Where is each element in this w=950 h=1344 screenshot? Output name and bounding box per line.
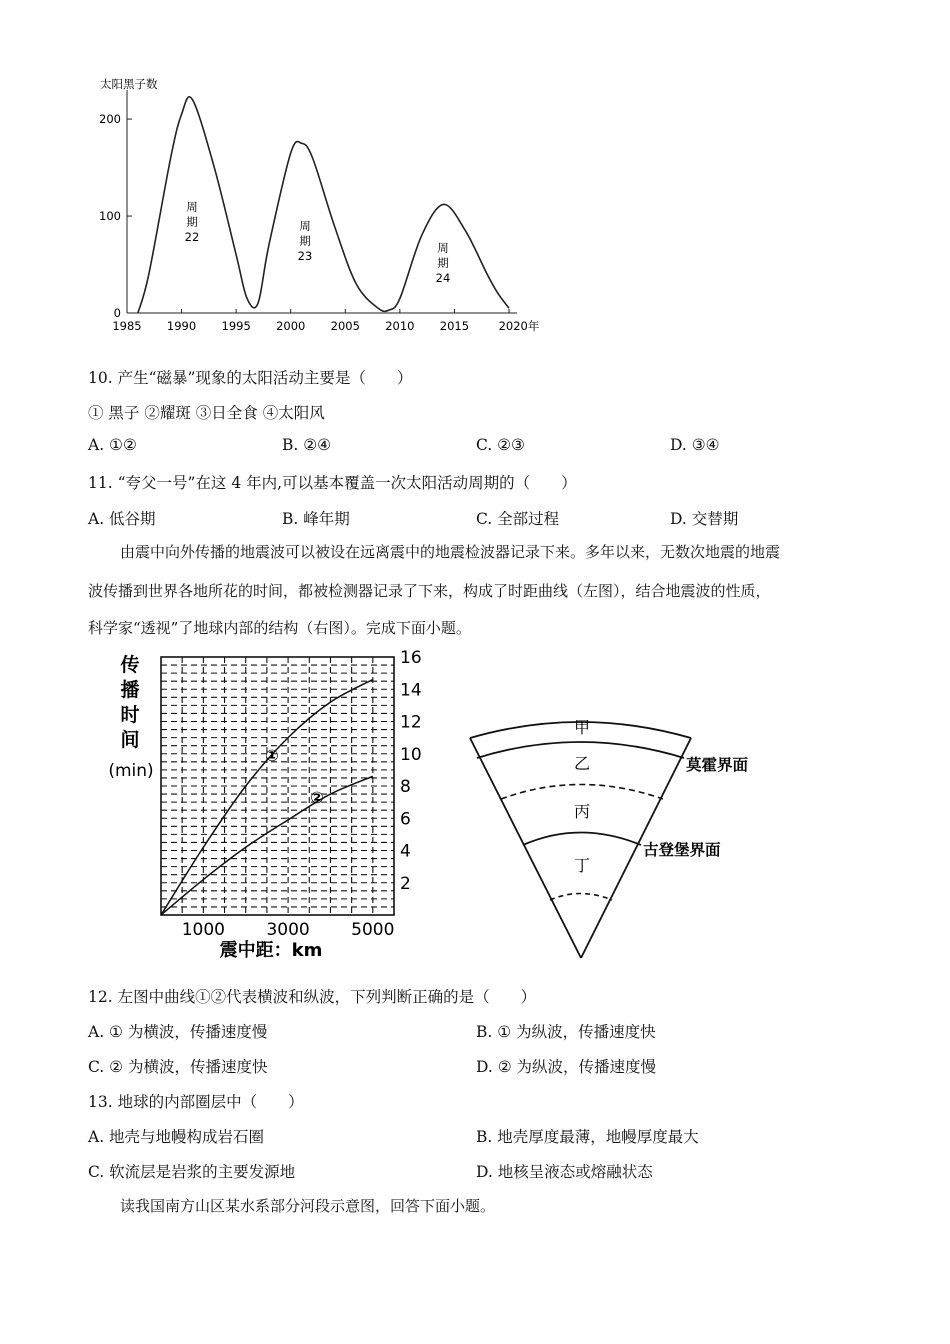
- passage-line-3: 科学家“透视”了地球内部的结构（右图）。完成下面小题。: [88, 619, 471, 637]
- seismic-xtick-label: 5000: [351, 920, 395, 940]
- q11-option-d[interactable]: D. 交替期: [670, 510, 739, 528]
- seismic-chart: [95, 645, 440, 965]
- seismic-xlabel: 震中距：km: [219, 940, 323, 961]
- q12-stem: 12. 左图中曲线①②代表横波和纵波，下列判断正确的是（ ）: [88, 988, 537, 1006]
- q13-option-a[interactable]: A. 地壳与地幔构成岩石圈: [88, 1128, 265, 1146]
- sunspot-ytick-label: 200: [99, 112, 121, 127]
- q12-option-c[interactable]: C. ② 为横波，传播速度快: [88, 1058, 268, 1076]
- sunspot-xtick-label: 2015: [439, 319, 470, 333]
- earth-interior-diagram: [460, 700, 790, 970]
- seismic-ytick-label: 4: [400, 841, 411, 862]
- cycle22-label-3: 22: [184, 230, 200, 244]
- moho-label: 莫霍界面: [686, 756, 749, 774]
- passage-line-1: 由震中向外传播的地震波可以被设在远离震中的地震检波器记录下来。多年以来，无数次地震的地震: [120, 543, 781, 561]
- q13-stem: 13. 地球的内部圈层中（ ）: [88, 1093, 304, 1111]
- q10-option-a[interactable]: A. ①②: [88, 436, 137, 454]
- sunspot-ytick-label: 100: [99, 209, 121, 224]
- sunspot-xtick-label: 2010: [385, 319, 415, 333]
- seismic-ytick-label: 10: [400, 744, 422, 765]
- seismic-ylabel-3: 时: [120, 704, 140, 726]
- cycle24-label-1: 周: [437, 241, 449, 255]
- seismic-ytick-label: 6: [400, 809, 411, 830]
- cycle24-label-3: 24: [435, 271, 451, 285]
- inner-core-boundary-dashed: [550, 894, 612, 901]
- seismic-xtick-label: 3000: [266, 920, 310, 940]
- q10-option-d[interactable]: D. ③④: [670, 436, 720, 454]
- gutenberg-arc: [523, 833, 641, 846]
- seismic-ylabel-1: 传: [120, 654, 140, 676]
- layer-ding-label: 丁: [573, 856, 591, 875]
- sunspot-xtick-label: 2005: [330, 319, 360, 333]
- q13-option-b[interactable]: B. 地壳厚度最薄，地幔厚度最大: [476, 1128, 699, 1146]
- q11-stem: 11. “夸父一号”在这 4 年内,可以基本覆盖一次太阳活动周期的（ ）: [88, 474, 577, 492]
- curve1-marker: ①: [265, 746, 279, 765]
- sunspot-xtick-label: 1990: [166, 319, 197, 333]
- seismic-ytick-label: 12: [400, 712, 422, 733]
- sunspot-xtick-label: 1995: [221, 319, 251, 333]
- passage2-line-1: 读我国南方山区某水系部分河段示意图，回答下面小题。: [120, 1197, 496, 1215]
- sunspot-ytick-label: 0: [113, 306, 121, 320]
- q10-stem: 10. 产生“磁暴”现象的太阳活动主要是（ ）: [88, 369, 413, 387]
- sunspot-xtick-label: 2020年: [498, 319, 540, 333]
- seismic-ylabel-2: 播: [120, 679, 140, 701]
- q10-option-b[interactable]: B. ②④: [282, 436, 332, 454]
- q12-option-a[interactable]: A. ① 为横波，传播速度慢: [88, 1023, 268, 1041]
- q12-option-b[interactable]: B. ① 为纵波，传播速度快: [476, 1023, 656, 1041]
- passage-line-2: 波传播到世界各地所花的时间，都被检测器记录了下来，构成了时距曲线（左图），结合地震波的性质，: [88, 582, 771, 600]
- sunspot-xtick-label: 1985: [112, 319, 142, 333]
- q11-option-c[interactable]: C. 全部过程: [476, 510, 560, 528]
- seismic-ytick-label: 2: [400, 873, 411, 894]
- seismic-ytick-label: 16: [400, 648, 422, 668]
- cycle22-label-1: 周: [186, 200, 198, 214]
- lithosphere-boundary-dashed: [501, 785, 663, 800]
- sunspot-chart: [95, 70, 555, 345]
- seismic-xtick-label: 1000: [181, 920, 225, 940]
- seismic-ytick-label: 8: [400, 777, 411, 797]
- q12-option-d[interactable]: D. ② 为纵波，传播速度慢: [476, 1058, 657, 1076]
- q11-option-a[interactable]: A. 低谷期: [88, 510, 156, 528]
- cycle24-label-2: 期: [437, 256, 449, 270]
- cycle23-label-3: 23: [297, 249, 313, 263]
- q11-option-b[interactable]: B. 峰年期: [282, 510, 350, 528]
- q10-option-c[interactable]: C. ②③: [476, 436, 525, 454]
- q13-option-d[interactable]: D. 地核呈液态或熔融状态: [476, 1163, 653, 1181]
- cycle22-label-2: 期: [186, 215, 198, 229]
- cycle23-label-2: 期: [299, 234, 311, 248]
- seismic-ytick-label: 14: [400, 680, 422, 701]
- gutenberg-label: 古登堡界面: [643, 841, 721, 859]
- seismic-ylabel-4: 间: [120, 729, 140, 751]
- layer-bing-label: 丙: [573, 802, 591, 821]
- cycle23-label-1: 周: [299, 219, 311, 233]
- layer-jia-label: 甲: [573, 718, 591, 737]
- q13-option-c[interactable]: C. 软流层是岩浆的主要发源地: [88, 1163, 296, 1181]
- q10-items: ① 黑子 ②耀斑 ③日全食 ④太阳风: [88, 404, 325, 422]
- seismic-ylabel-unit: (min): [108, 761, 154, 781]
- wedge-left-edge: [470, 738, 581, 958]
- sunspot-ylabel: 太阳黑子数: [100, 77, 158, 91]
- curve2-marker: ②: [310, 788, 324, 807]
- layer-yi-label: 乙: [573, 754, 591, 773]
- sunspot-xtick-label: 2000: [276, 319, 306, 333]
